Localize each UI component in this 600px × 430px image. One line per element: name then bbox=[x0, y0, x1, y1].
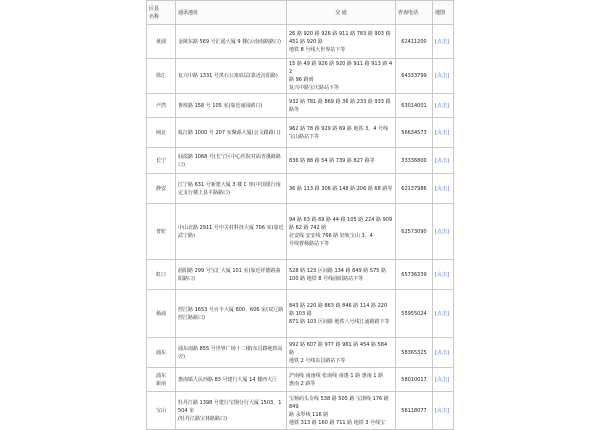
district-cell: 普陀 bbox=[147, 204, 176, 260]
phone-cell: 62137986 bbox=[396, 174, 433, 204]
address-cell: 控江路 1653 号百丰大厦 600、606 室(双辽路控江路路口) bbox=[176, 290, 287, 338]
map-link[interactable]: [点击] bbox=[435, 376, 449, 383]
map-link[interactable]: [点击] bbox=[435, 349, 449, 356]
traffic-line: 528 路 123 区间路 134 路 849 路 575 路 bbox=[289, 267, 387, 274]
traffic-line: 路 96 路到 bbox=[289, 77, 314, 83]
traffic-line: 36 路 113 路 306 路 148 路 206 路 68 路等 bbox=[289, 185, 393, 192]
district-cell: 杨浦 bbox=[147, 290, 176, 338]
traffic-line: 路 永罗线 116 路 bbox=[289, 411, 329, 418]
table-row bbox=[147, 392, 454, 430]
traffic-line: 路等 bbox=[289, 106, 300, 113]
header-phone: 咨询电话 bbox=[396, 1, 433, 25]
traffic-line: 932 路 781 路 869 路 36 路 233 路 933 路 bbox=[289, 98, 391, 105]
traffic-cell bbox=[287, 338, 396, 368]
traffic-line: 地铁 313 路 160 路 711 路 地铁 3 号线宝 bbox=[289, 419, 386, 426]
address-cell: 鲁班路 158 号 105 室(靠近丽园路口) bbox=[176, 94, 287, 118]
district-cell: 卢湾 bbox=[147, 94, 176, 118]
table-row bbox=[147, 338, 454, 368]
address-cell: 虬江路 1000 号 207 室聚源大厦(会文路路口) bbox=[176, 118, 287, 148]
address-cell: 复兴中路 1331 号黑石公寓底层(靠近汾阳路) bbox=[176, 59, 287, 94]
map-link[interactable]: [点击] bbox=[435, 310, 449, 317]
traffic-line: 地铁 2 号线东昌路站下等 bbox=[289, 357, 346, 364]
traffic-line: 地铁 8 号线大世界站下等 bbox=[289, 46, 346, 53]
map-cell bbox=[433, 148, 454, 174]
district-cell: 浦东 新南 bbox=[147, 368, 176, 392]
table-row bbox=[147, 290, 454, 338]
traffic-line: 451 路 920 路 bbox=[289, 38, 323, 45]
traffic-cell bbox=[287, 25, 396, 59]
table-row bbox=[147, 25, 454, 59]
traffic-line: 北安线 安安线 766 路 轻轨宝山 3、4 bbox=[289, 232, 373, 239]
traffic-cell bbox=[287, 59, 396, 94]
address-cell: 曲阳路 299 号宝汇大厦 101 室(靠近祥德路曲阳路口) bbox=[176, 260, 287, 290]
traffic-line: 843 路 220 路 863 路 846 路 114 路 220 bbox=[289, 302, 388, 309]
map-cell bbox=[433, 290, 454, 338]
traffic-line: 宝杨码头专线 538 路 505 路 宝浏线 176 路 849 bbox=[289, 395, 389, 410]
address-cell: 中山北路 2911 号中关村科技大厦 706 室(靠近武宁路) bbox=[176, 204, 287, 260]
header-address: 通讯地址 bbox=[176, 1, 287, 25]
address-cell: 金陵东路 569 号汇通大厦 9 楼(云南南路路口) bbox=[176, 25, 287, 59]
district-cell: 虹口 bbox=[147, 260, 176, 290]
traffic-line: 复兴中路宝庆路站下等 bbox=[289, 85, 340, 91]
phone-cell: 58010017 bbox=[396, 368, 433, 392]
phone-cell: 62573090 bbox=[396, 204, 433, 260]
traffic-line: 沪南线 南南线 张南线 南惠 1 路 惠南 1 路 bbox=[289, 372, 384, 379]
traffic-cell bbox=[287, 174, 396, 204]
address-cell: 惠南镇人民西路 83 号建行大厦 14 楼西大厅 bbox=[176, 368, 287, 392]
map-cell bbox=[433, 174, 454, 204]
traffic-line: 836 路 88 路 54 路 739 路 827 路等 bbox=[289, 157, 375, 164]
table-row bbox=[147, 368, 454, 392]
phone-cell: 58365325 bbox=[396, 338, 433, 368]
phone-cell: 33336800 bbox=[396, 148, 433, 174]
map-link[interactable]: [点击] bbox=[435, 407, 449, 414]
traffic-line: 路 103 路 bbox=[289, 310, 312, 317]
header-map: 地图 bbox=[433, 1, 454, 25]
traffic-cell bbox=[287, 368, 396, 392]
header-district: 区县 名称 bbox=[147, 1, 176, 25]
map-cell bbox=[433, 392, 454, 430]
phone-cell: 63014001 bbox=[396, 94, 433, 118]
map-link[interactable]: [点击] bbox=[435, 38, 449, 45]
map-cell bbox=[433, 204, 454, 260]
traffic-line: 94 路 63 路 69 路 44 路 105 路 224 路 909 bbox=[289, 216, 393, 223]
map-link[interactable]: [点击] bbox=[435, 129, 449, 136]
traffic-line: 号线曹杨路站下等 bbox=[289, 240, 330, 247]
header-row bbox=[147, 1, 454, 25]
traffic-line: 路 62 路 742 路 bbox=[289, 224, 327, 231]
phone-cell: 62411200 bbox=[396, 25, 433, 59]
traffic-cell bbox=[287, 392, 396, 430]
map-cell bbox=[433, 25, 454, 59]
traffic-cell bbox=[287, 118, 396, 148]
address-cell: 江宁路 631 号新建大厦 3 楼 C 座(中国银行南定支行楼上县平路路口) bbox=[176, 174, 287, 204]
contact-table bbox=[146, 0, 454, 430]
map-cell bbox=[433, 338, 454, 368]
map-link[interactable]: [点击] bbox=[435, 157, 449, 164]
table-row bbox=[147, 174, 454, 204]
district-cell: 静安 bbox=[147, 174, 176, 204]
map-cell bbox=[433, 118, 454, 148]
traffic-cell bbox=[287, 260, 396, 290]
map-link[interactable]: [点击] bbox=[435, 185, 449, 192]
map-cell bbox=[433, 260, 454, 290]
phone-cell: 65736339 bbox=[396, 260, 433, 290]
map-link[interactable]: [点击] bbox=[435, 228, 449, 235]
traffic-line: 992 路 607 路 977 路 961 路 454 路 584 路 bbox=[289, 341, 388, 356]
traffic-line: 宝山路站下等 bbox=[289, 133, 320, 140]
district-cell: 浦东 bbox=[147, 338, 176, 368]
traffic-line: 962 路 78 路 929 路 69 路 地铁 3、4 号线 bbox=[289, 125, 389, 132]
table-row bbox=[147, 59, 454, 94]
traffic-line: 15 路 49 路 926 路 920 路 911 路 913 路 42 bbox=[289, 61, 393, 75]
map-link[interactable]: [点击] bbox=[435, 102, 449, 109]
map-link[interactable]: [点击] bbox=[435, 271, 449, 278]
map-cell bbox=[433, 94, 454, 118]
address-cell: 牡丹江路 1398 号建行宝钢分行大厦 1503、1504 室 (牡丹江路宝林路路口) bbox=[176, 392, 287, 430]
contact-directory bbox=[146, 0, 453, 426]
district-cell: 徐汇 bbox=[147, 59, 176, 94]
traffic-cell bbox=[287, 290, 396, 338]
table-row bbox=[147, 148, 454, 174]
district-cell: 宝山 bbox=[147, 392, 176, 430]
phone-cell: 56634573 bbox=[396, 118, 433, 148]
phone-cell: 55955024 bbox=[396, 290, 433, 338]
district-cell: 黄浦 bbox=[147, 25, 176, 59]
traffic-line: 26 路 920 路 926 路 911 路 783 路 903 路 bbox=[289, 30, 391, 37]
table-row bbox=[147, 118, 454, 148]
table-row bbox=[147, 204, 454, 260]
traffic-line: 100 路 地铁 8 号线曲阳路站下等 bbox=[289, 275, 364, 282]
table-row bbox=[147, 94, 454, 118]
map-link[interactable]: [点击] bbox=[435, 73, 449, 79]
traffic-line: 惠南 2 路等 bbox=[289, 380, 316, 387]
traffic-cell bbox=[287, 204, 396, 260]
traffic-line: 871 路 103 区间路 地铁八号线江浦路路下等 bbox=[289, 318, 390, 325]
table-row bbox=[147, 260, 454, 290]
address-cell: 仙霞路 1068 号(长宁区中心医院对面青溪路路口) bbox=[176, 148, 287, 174]
address-cell: 浦东南路 855 号世界广场十二楼(东昌路地铁站旁) bbox=[176, 338, 287, 368]
phone-cell: 64333799 bbox=[396, 59, 433, 94]
map-cell bbox=[433, 59, 454, 94]
traffic-cell bbox=[287, 148, 396, 174]
traffic-cell bbox=[287, 94, 396, 118]
header-traffic: 交 通 bbox=[287, 1, 396, 25]
district-cell: 长宁 bbox=[147, 148, 176, 174]
map-cell bbox=[433, 368, 454, 392]
district-cell: 闸北 bbox=[147, 118, 176, 148]
phone-cell: 56118077 bbox=[396, 392, 433, 430]
